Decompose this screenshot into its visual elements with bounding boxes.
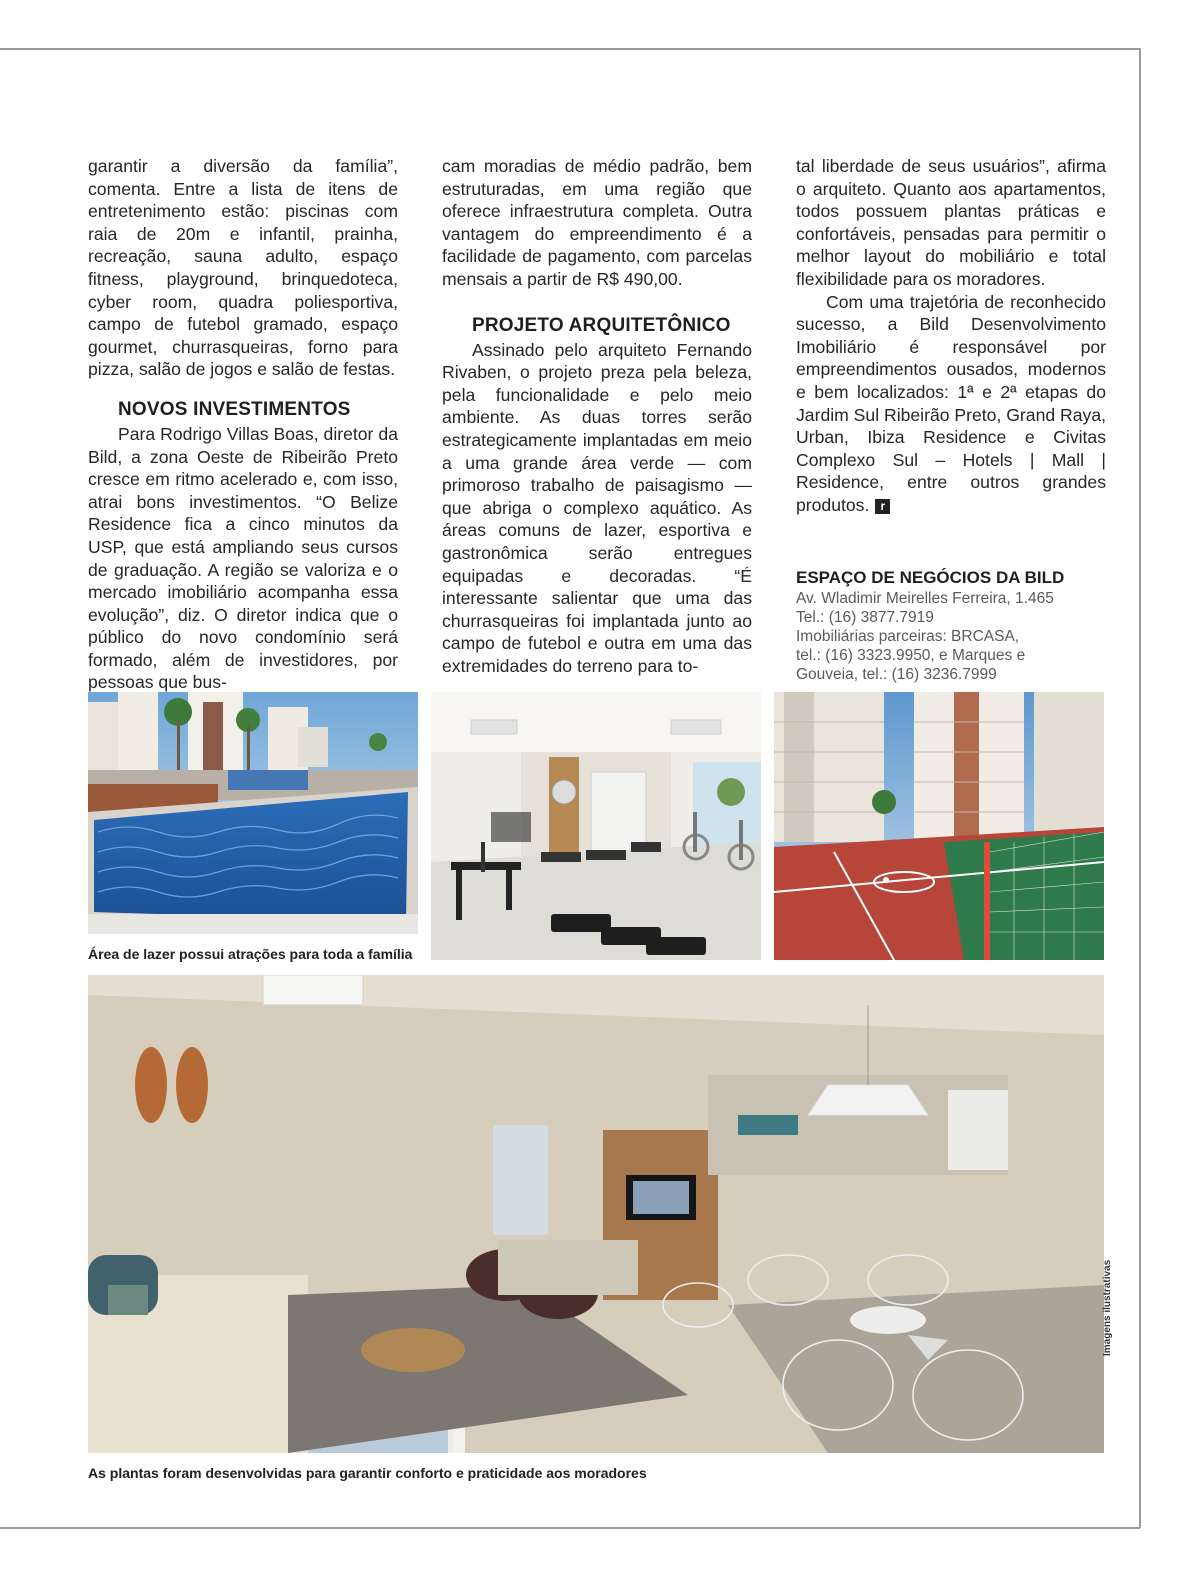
business-partners-line-1: Imobiliárias parceiras: BRCASA, — [796, 627, 1020, 645]
gym-photo — [431, 692, 761, 960]
column-3-paragraph: Com uma trajetória de reconhecido sucesso, a Bild Desenvolvimento Imobiliário é responsável por empreendimentos ousados, modernos e bem localizados: 1ª e 2ª etapas do Jardim Sul Ribeirão Preto, Grand Raya, Urban, Ibiza Residence e Civitas Complexo Sul – Hotels | Mall | Residence, entre outros grandes produtos. — [796, 291, 1106, 515]
column-1-paragraph: Para Rodrigo Villas Boas, diretor da Bild, a zona Oeste de Ribeirão Preto cresce em ritmo acelerado e, com isso, atrai bons investimentos. “O Belize Residence fica a cinco minutos da USP, que está ampliando seus cursos de graduação. A região se valoriza e o mercado imobiliário acompanha essa evolução”, diz. O diretor indica que o público do novo condomínio será formado, além de investidores, por pessoas que bus- — [88, 423, 398, 693]
article-column-3 — [796, 155, 1106, 684]
business-partners-line-2: tel.: (16) 3323.9950, e Marques e — [796, 646, 1026, 664]
pool-area-photo — [88, 692, 418, 934]
column-3-paragraph-wrap — [796, 291, 1106, 517]
business-info-box — [796, 567, 1106, 684]
article-column-2 — [442, 155, 752, 677]
column-3-intro-text: tal liberdade de seus usuários”, afirma o arquiteto. Quanto aos apartamentos, todos possuem plantas práticas e confortáveis, pensadas para permitir o melhor layout do mobiliário e total flexibilidade para os moradores. — [796, 156, 1106, 289]
living-room-photo — [88, 975, 1104, 1453]
business-title: ESPAÇO DE NEGÓCIOS DA BILD — [796, 567, 1065, 587]
page-frame-right — [1139, 48, 1141, 1528]
business-partners-line-3: Gouveia, tel.: (16) 3236.7999 — [796, 665, 997, 683]
business-address: Av. Wladimir Meirelles Ferreira, 1.465 — [796, 589, 1054, 607]
business-phone: Tel.: (16) 3877.7919 — [796, 608, 934, 626]
section-heading-projeto-arquitetonico: PROJETO ARQUITETÔNICO — [472, 314, 731, 336]
column-2-paragraph: Assinado pelo arquiteto Fernando Rivaben, o projeto preza pela beleza, pela funcionalidade e pelo meio ambiente. As duas torres serão estrategicamente implantadas em meio a uma grande área verde — com primoroso trabalho de paisagismo — que abriga o complexo aquático. As áreas comuns de lazer, esportiva e gastronômica serão entregues equipadas e decoradas. “É interessante salientar que uma das churrasqueiras foi implantada junto ao campo de futebol e outra em uma das extremidades do terreno para to- — [442, 339, 752, 676]
image-credit: Imagens ilustrativas — [1102, 1259, 1113, 1356]
end-of-article-mark: r — [875, 499, 890, 514]
pool-caption: Área de lazer possui atrações para toda a família — [88, 946, 413, 962]
column-2-intro-text: cam moradias de médio padrão, bem estruturadas, em uma região que oferece infraestrutura completa. Outra vantagem do empreendimento é a facilidade de pagamento, com parcelas mensais a partir de R$ 490,00. — [442, 156, 752, 289]
column-1-intro-text: garantir a diversão da família”, comenta. Entre a lista de itens de entretenimento estão: piscinas com raia de 20m e infantil, prainha, recreação, sauna adulto, espaço fitness, playground, brinquedoteca, cyber room, quadra poliesportiva, campo de futebol gramado, espaço gourmet, churrasqueiras, forno para pizza, salão de jogos e salão de festas. — [88, 156, 398, 380]
living-room-caption: As plantas foram desenvolvidas para garantir conforto e praticidade aos moradores — [88, 1465, 647, 1481]
section-heading-novos-investimentos: NOVOS INVESTIMENTOS — [118, 398, 351, 420]
article-column-1 — [88, 155, 398, 694]
page-frame-bottom — [0, 1527, 1140, 1529]
page-frame-top — [0, 48, 1140, 50]
sports-court-photo — [774, 692, 1104, 960]
